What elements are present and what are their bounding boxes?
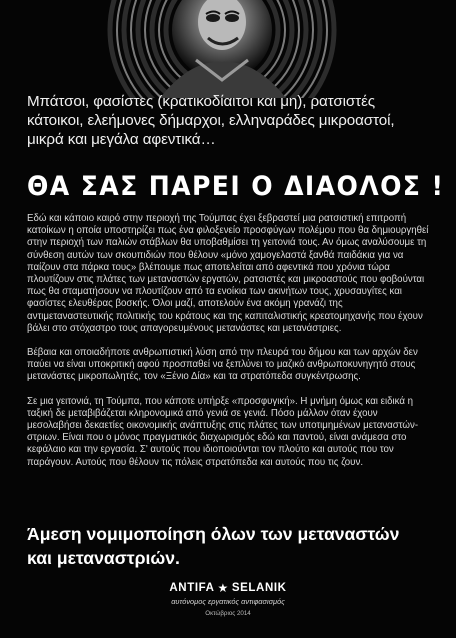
closing-line: Άμεση νομιμοποίηση όλων των μεταναστών <box>27 524 400 544</box>
intro-text <box>27 92 437 149</box>
headline: ΘΑ ΣΑΣ ΠΑΡΕΙ Ο ΔΙΑΟΛΟΣ ! <box>27 171 445 202</box>
header-photo <box>0 0 456 98</box>
org-name-left: ANTIFA <box>169 582 215 594</box>
paragraph: Σε μια γειτονιά, τη Τούμπα, που κάποτε υπήρξε «προσφυγική». Η μνήμη όμως και ειδικά η ταξική δε μεταβιβάζεται κληρονομικά από γενιά σε γενιά. Πόσο μάλλον όταν έχουν μεσολαβήσει δεκαετίες οικονομικής ανάπτυξης στις πλάτες των υποτιμημένων μεταναστών-στριων. Είναι που ο μόνος πραγματικός διαχωρισμός εδώ και παντού, είναι ανάμεσα στο κεφάλαιο και την εργασία. Σ' αυτούς που ιδιοποιούνται τον πλούτο και αυτούς που τον παράγουν. Αυτούς που θέλουν τις πόλεις στρατόπεδα και αυτούς που τις ζουν. <box>27 395 419 468</box>
intro-line: Μπάτσοι, φασίστες (κρατικοδίαιτοι και μη), ρατσιστές <box>27 93 375 110</box>
hypnotic-spiral-portrait-image <box>0 0 456 98</box>
paragraph: Εδώ και κάποιο καιρό στην περιοχή της Τούμπας έχει ξεβραστεί μια ρατσιστική επιτροπή κατοίκων η οποία υποστηρίζει πως ένα φιλοξενείο προσφύγων πολέμου που θα δημιουργηθεί στην περιοχή των παλιών στάβλων θα υποβαθμίσει τη γειτονιά τους. Αν όμως αναλύσουμε τη σύνθεση αυτών των σκουπιδιών που θέλουν «μόνο χαμογελαστά ξανθά παιδάκια για να παίζουν στα πάρκα τους» βλέπουμε πως αποτελείται από αφεντικά που χρόνια τώρα πλουτίζουν στις πλάτες των μεταναστών εργατών, ρατσιστές και μικροαστούς που φοβούνται πως θα σταματήσουν να πλουτίζουν από τα ενοίκια των ακινήτων τους, χρυσαυγίτες και φασίστες ελευθέρας βοσκής. Όλοι μαζί, αποτελούν ένα ακόμη γρανάζι της αντιμεταναστευτικής πολιτικής του κράτους και της καπιταλιστικής κρεατομηχανής που έχουν βάλει στο στόχαστρο τους απαγορευμένους μετανάστες και μετανάστριες. <box>27 213 429 334</box>
org-subtitle: αυτόνομος εργατικός αντιφασισμός <box>171 597 285 606</box>
org-name-right: SELANIK <box>231 582 287 594</box>
intro-line: μικρά και μεγάλα αφεντικά… <box>27 131 216 148</box>
intro-line: κάτοικοι, ελεήμονες δήμαρχοι, ελληναράδες μικροαστοί, <box>27 112 395 129</box>
star-icon: ★ <box>217 581 229 595</box>
closing-line: και μεταναστριών. <box>27 548 180 568</box>
body-text <box>27 213 431 481</box>
closing-slogan <box>27 522 437 570</box>
paragraph: Βέβαια και οποιαδήποτε ανθρωπιστική λύση από την πλευρά του δήμου και των αρχών δεν παύει να είναι υποκριτική αφού προσπαθεί να ξεπλύνει το μαζικό ανθρωποκυνηγητό στους μετανάστες μικροπωλητές, τον «Ξένιο Δία» και τα στρατόπεδα συγκέντρωσης. <box>27 347 418 383</box>
org-name <box>169 582 286 594</box>
date: Οκτώβριος 2014 <box>205 610 251 617</box>
signature <box>0 578 456 617</box>
